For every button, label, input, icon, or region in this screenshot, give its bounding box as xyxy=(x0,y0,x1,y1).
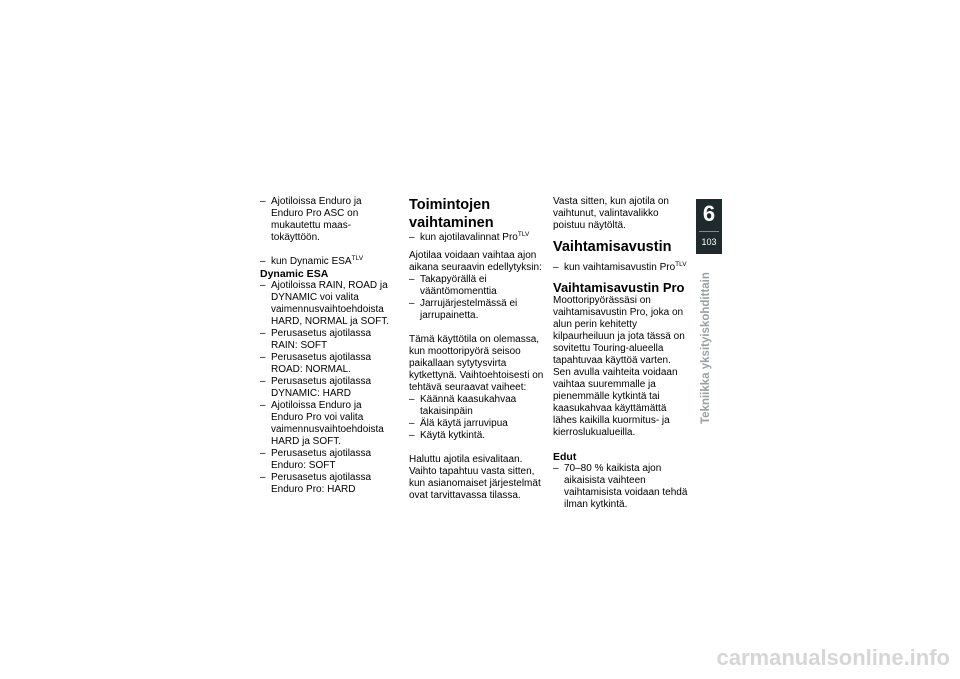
paragraph: Vasta sitten, kun ajotila on vaihtunut, valintavalikko poistuu näytöltä. xyxy=(553,196,669,231)
column-1 xyxy=(260,196,393,496)
column-2 xyxy=(409,196,544,502)
condition-text: kun Dynamic ESA xyxy=(271,256,352,267)
paragraph: Haluttu ajotila esivalitaan. Vaihto tapahtuu vasta sitten, kun asianomaiset järjestelmät ovat tarvittavassa tilassa. xyxy=(409,454,541,501)
list-item: – Perusasetus ajotilassa DYNAMIC: HARD xyxy=(260,376,393,400)
list-item xyxy=(260,256,393,268)
list-item: – Käännä kaasukahvaa takaisinpäin xyxy=(409,394,544,418)
chapter-divider xyxy=(699,231,719,232)
list-item: – Käytä kytkintä. xyxy=(409,430,544,442)
watermark: carmanualsonline.info xyxy=(716,645,950,670)
column-3 xyxy=(553,196,689,511)
subsection-heading: Edut xyxy=(553,451,577,463)
chapter-number: 6 xyxy=(702,201,716,226)
list-item: – Perusasetus ajotilassa ROAD: NORMAL. xyxy=(260,352,393,376)
list-item: – Ajotiloissa RAIN, ROAD ja DYNAMIC voi valita vaimennusvaihtoehdoista HARD, NORMAL ja SOFT. xyxy=(260,280,393,328)
list-item xyxy=(409,232,544,244)
tlv-superscript: TLV xyxy=(351,255,364,262)
section-heading: Toimintojen vaihtaminen xyxy=(409,197,494,231)
tlv-superscript: TLV xyxy=(517,231,530,238)
condition-text: kun ajotilavalinnat Pro xyxy=(420,232,518,243)
list-item: – Ajotiloissa Enduro ja Enduro Pro voi valita vaimennusvaihtoehdoista HARD ja SOFT. xyxy=(260,400,393,448)
list-item xyxy=(553,262,689,274)
subsection-heading: Vaihtamisavustin Pro xyxy=(553,280,685,295)
list-item: – Jarrujärjestelmässä ei jarrupainetta. xyxy=(409,298,544,322)
list-item: – Takapyörällä ei vääntömomenttia xyxy=(409,274,544,298)
list-item: – Ajotiloissa Enduro ja Enduro Pro ASC on mukautettu maastokäyttöön. xyxy=(260,196,393,244)
chapter-title: Tekniikka yksityiskohdittain xyxy=(700,272,712,424)
list-item: – Perusasetus ajotilassa Enduro Pro: HARD xyxy=(260,472,393,496)
page-number: 103 xyxy=(701,237,717,247)
list-item: – Perusasetus ajotilassa Enduro: SOFT xyxy=(260,448,393,472)
section-heading: Dynamic ESA xyxy=(260,268,329,280)
paragraph: Tämä käyttötila on olemassa, kun moottoripyörä seisoo paikallaan sytytysvirta kytkettynä. Vaihtoehtoisesti on tehtävä seuraavat vaiheet: xyxy=(409,334,544,393)
list-item: – Älä käytä jarruvipua xyxy=(409,418,544,430)
condition-text: kun vaihtamisavustin Pro xyxy=(564,262,676,273)
section-heading: Vaihtamisavustin xyxy=(553,239,672,255)
paragraph: Moottoripyörässäsi on vaihtamisavustin Pro, joka on alun perin kehitetty kilpaurheiluun ja jota tässä on sovitettu Touring-alueella tapahtuvaa käyttöä varten. Sen avulla vaihteita voidaan vaihtaa suuremmalle ja pienemmälle kytkintä tai kaasukahvaa käyttämättä lähes kaikilla kuormitus- ja kierroslukualueilla. xyxy=(553,295,685,438)
tlv-superscript: TLV xyxy=(675,261,687,268)
list-item: – Perusasetus ajotilassa RAIN: SOFT xyxy=(260,328,393,352)
paragraph: Ajotilaa voidaan vaihtaa ajon aikana seuraavin edellytyksin: xyxy=(409,250,542,273)
chapter-tab xyxy=(696,199,722,254)
list-item: – 70–80 % kaikista ajon aikaisista vaihteen vaihtamisista voidaan tehdä ilman kytkintä. xyxy=(553,463,689,511)
